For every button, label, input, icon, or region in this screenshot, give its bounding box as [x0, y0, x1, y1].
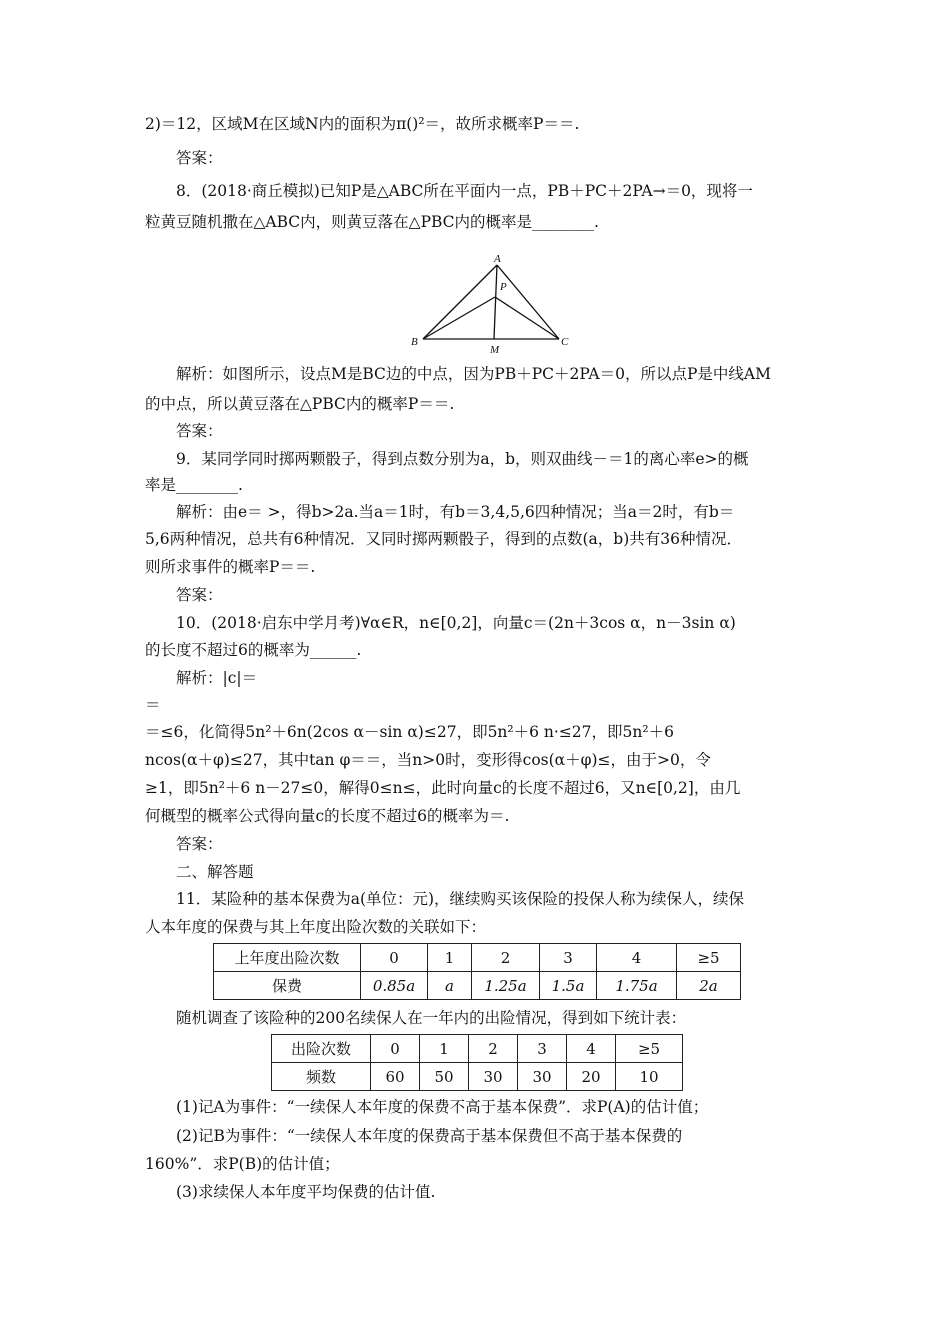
- table-cell: 1: [420, 1035, 469, 1063]
- solution-10-line-5: ≥1，即5n²＋6 n－27≤0，解得0≤n≤，此时向量c的长度不超过6，又n∈[0,2]，由几: [145, 779, 741, 797]
- table-cell: 2a: [677, 972, 741, 1000]
- table-cell: 上年度出险次数: [214, 944, 361, 972]
- text-line: 2)＝12，区域M在区域N内的面积为π()²＝，故所求概率P＝＝.: [145, 115, 580, 133]
- question-1: (1)记A为事件：“一续保人本年度的保费不高于基本保费”．求P(A)的估计值；: [176, 1098, 709, 1116]
- table-cell: 60: [371, 1063, 420, 1091]
- triangle-figure: [410, 252, 580, 362]
- vertex-label-c: C: [561, 336, 569, 348]
- solution-10-line-3: ＝≤6，化简得5n²＋6n(2cos α－sin α)≤27，即5n²＋6 n·≤27，即5n²＋6: [145, 723, 674, 741]
- table-cell: 出险次数: [272, 1035, 371, 1063]
- table-cell: 20: [567, 1063, 616, 1091]
- table-intro-text: 随机调查了该险种的200名续保人在一年内的出险情况，得到如下统计表：: [176, 1009, 687, 1027]
- table-cell: 0.85a: [361, 972, 428, 1000]
- table-cell: 30: [469, 1063, 518, 1091]
- section-heading: 二、解答题: [176, 863, 254, 881]
- table-cell: 3: [518, 1035, 567, 1063]
- frequency-table: [271, 1034, 683, 1091]
- table-cell: 1.5a: [540, 972, 597, 1000]
- table-cell: 1: [428, 944, 472, 972]
- answer-label: 答案：: [176, 422, 223, 440]
- table-cell: ≥5: [616, 1035, 683, 1063]
- solution-8-line-2: 的中点，所以黄豆落在△PBC内的概率P＝＝.: [145, 395, 455, 413]
- table-cell: 1.25a: [472, 972, 540, 1000]
- solution-10-line-2: ＝: [145, 696, 161, 714]
- table-cell: 3: [540, 944, 597, 972]
- table-cell: 50: [420, 1063, 469, 1091]
- problem-9-line-1: 9．某同学同时掷两颗骰子，得到点数分别为a，b，则双曲线－＝1的离心率e>的概: [176, 450, 749, 468]
- problem-11-line-2: 人本年度的保费与其上年度出险次数的关联如下：: [145, 918, 487, 936]
- point-label-m: M: [490, 344, 500, 356]
- problem-9-line-2: 率是________.: [145, 476, 243, 494]
- table-cell: 频数: [272, 1063, 371, 1091]
- answer-label: 答案：: [176, 149, 223, 167]
- table-row: [214, 972, 741, 1000]
- question-2-line-2: 160%”．求P(B)的估计值；: [145, 1155, 340, 1173]
- solution-10-line-6: 何概型的概率公式得向量c的长度不超过6的概率为＝.: [145, 807, 510, 825]
- solution-9-line-1: 解析：由e＝ >，得b>2a.当a＝1时，有b＝3,4,5,6四种情况；当a＝2时，有b＝: [176, 503, 735, 521]
- solution-9-line-3: 则所求事件的概率P＝＝.: [145, 558, 316, 576]
- question-3: (3)求续保人本年度平均保费的估计值.: [176, 1183, 436, 1201]
- answer-label: 答案：: [176, 586, 223, 604]
- table-cell: 4: [597, 944, 677, 972]
- solution-8-line-1: 解析：如图所示，设点M是BC边的中点，因为PB＋PC＋2PA＝0，所以点P是中线AM: [176, 365, 771, 383]
- table-row: [214, 944, 741, 972]
- vertex-label-a: A: [494, 253, 501, 265]
- table-cell: 保费: [214, 972, 361, 1000]
- problem-10-line-2: 的长度不超过6的概率为______.: [145, 641, 362, 659]
- problem-8-line-2: 粒黄豆随机撒在△ABC内，则黄豆落在△PBC内的概率是________.: [145, 213, 599, 231]
- table-row: [272, 1035, 683, 1063]
- table-cell: 1.75a: [597, 972, 677, 1000]
- solution-10-line-4: ncos(α＋φ)≤27，其中tan φ＝＝，当n>0时，变形得cos(α＋φ)≤，由于>0，令: [145, 751, 711, 769]
- table-row: [272, 1063, 683, 1091]
- table-cell: 2: [472, 944, 540, 972]
- table-cell: a: [428, 972, 472, 1000]
- table-cell: ≥5: [677, 944, 741, 972]
- table-cell: 4: [567, 1035, 616, 1063]
- premium-table: [213, 943, 741, 1000]
- question-2-line-1: (2)记B为事件：“一续保人本年度的保费高于基本保费但不高于基本保费的: [176, 1127, 683, 1145]
- answer-label: 答案：: [176, 835, 223, 853]
- problem-8-line-1: 8．(2018·商丘模拟)已知P是△ABC所在平面内一点，PB＋PC＋2PA→＝0，现将一: [176, 182, 753, 200]
- table-cell: 0: [371, 1035, 420, 1063]
- vertex-label-b: B: [411, 336, 418, 348]
- table-cell: 30: [518, 1063, 567, 1091]
- point-label-p: P: [500, 281, 507, 293]
- problem-10-line-1: 10．(2018·启东中学月考)∀α∈R，n∈[0,2]，向量c＝(2n＋3cos α，n－3sin α): [176, 614, 736, 632]
- solution-9-line-2: 5,6两种情况，总共有6种情况．又同时掷两颗骰子，得到的点数(a，b)共有36种情况．: [145, 530, 742, 548]
- solution-10-line-1: 解析：|c|＝: [176, 669, 258, 687]
- table-cell: 0: [361, 944, 428, 972]
- problem-11-line-1: 11．某险种的基本保费为a(单位：元)，继续购买该保险的投保人称为续保人，续保: [176, 890, 745, 908]
- table-cell: 2: [469, 1035, 518, 1063]
- table-cell: 10: [616, 1063, 683, 1091]
